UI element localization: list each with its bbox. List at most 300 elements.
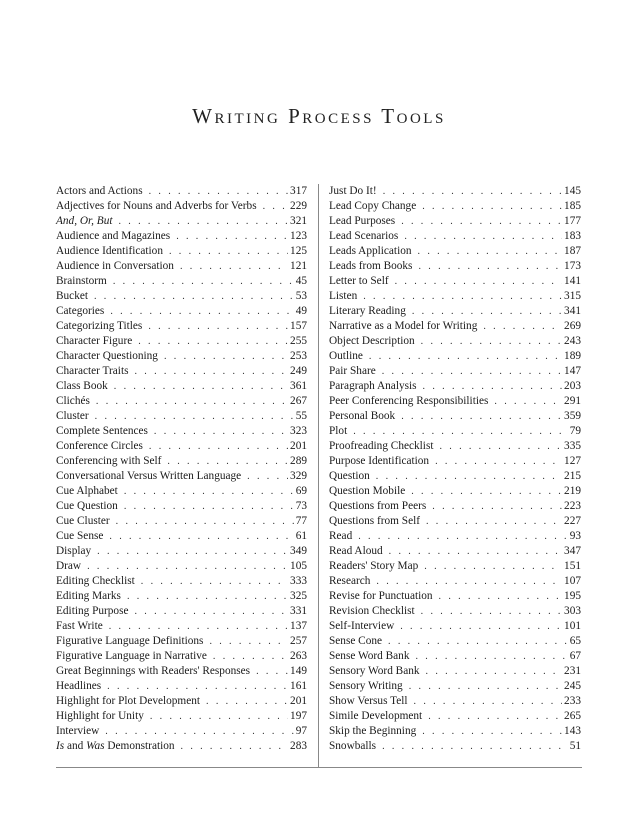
index-entry [329, 619, 581, 634]
index-entry-label: Draw [56, 560, 82, 572]
dot-leader [389, 544, 562, 559]
index-entry-label-part: Demonstration [104, 740, 175, 752]
index-entry-page: 183 [564, 230, 581, 242]
dot-leader [428, 709, 562, 724]
index-entry-label: Sensory Word Bank [329, 665, 420, 677]
index-entry-page: 361 [290, 380, 307, 392]
index-entry-page: 185 [564, 200, 581, 212]
dot-leader [422, 724, 562, 739]
dot-leader [87, 559, 288, 574]
dot-leader [94, 289, 294, 304]
index-entry [56, 424, 307, 439]
index-entry-page: 177 [564, 215, 581, 227]
dot-leader [154, 424, 288, 439]
index-entry [329, 724, 581, 739]
index-entry-page: 335 [564, 440, 581, 452]
index-entry [56, 544, 307, 559]
dot-leader [483, 319, 562, 334]
index-entry-page: 127 [564, 455, 581, 467]
index-entry-page: 215 [564, 470, 581, 482]
dot-leader [432, 499, 562, 514]
dot-leader [383, 184, 562, 199]
index-entry [56, 739, 307, 754]
index-entry-page: 187 [564, 245, 581, 257]
dot-leader [426, 664, 563, 679]
index-entry-label [56, 739, 175, 754]
index-entry-label: Self-Interview [329, 620, 395, 632]
index-entry-label: Outline [329, 350, 363, 362]
index-entry-page: 197 [290, 710, 307, 722]
index-entry-label: Research [329, 575, 371, 587]
index-entry [56, 334, 307, 349]
dot-leader [376, 469, 562, 484]
index-entry-page: 125 [290, 245, 307, 257]
index-entry [329, 214, 581, 229]
index-entry-page: 331 [290, 605, 307, 617]
index-entry [56, 529, 307, 544]
index-entry [56, 469, 307, 484]
index-entry-page: 65 [569, 635, 581, 647]
index-entry-label: Brainstorm [56, 275, 107, 287]
dot-leader [114, 379, 288, 394]
dot-leader [395, 274, 562, 289]
index-entry-page: 97 [295, 725, 307, 737]
index-entry [329, 634, 581, 649]
index-entry-label: Actors and Actions [56, 185, 143, 197]
index-entry [329, 529, 581, 544]
index-entry [56, 184, 307, 199]
index-entry-page: 55 [295, 410, 307, 422]
index-entry-label: Question Mobile [329, 485, 406, 497]
dot-leader [422, 199, 562, 214]
dot-leader [107, 679, 288, 694]
index-entry-page: 243 [564, 335, 581, 347]
index-entry-label: Character Traits [56, 365, 129, 377]
index-entry [329, 274, 581, 289]
index-entry [329, 574, 581, 589]
index-entry-label: Lead Scenarios [329, 230, 399, 242]
index-entry-label: Adjectives for Nouns and Adverbs for Verbs [56, 200, 257, 212]
index-entry-label: Great Beginnings with Readers' Responses [56, 665, 251, 677]
dot-leader [109, 619, 288, 634]
index-entry-page: 51 [569, 740, 581, 752]
index-entry-label: Categories [56, 305, 105, 317]
dot-leader [213, 649, 288, 664]
dot-leader [116, 514, 294, 529]
index-entry-label: Read Aloud [329, 545, 383, 557]
index-entry-label: Display [56, 545, 92, 557]
index-entry-page: 267 [290, 395, 307, 407]
dot-leader [110, 304, 293, 319]
index-entry-page: 173 [564, 260, 581, 272]
index-entry-page: 219 [564, 485, 581, 497]
index-entry-label: Conversational Versus Written Language [56, 470, 242, 482]
index-entry-label: Leads Application [329, 245, 412, 257]
index-entry-label: Revision Checklist [329, 605, 415, 617]
index-entry-label: Cluster [56, 410, 89, 422]
index-entry-label: Sense Cone [329, 635, 383, 647]
index-entry-label: Question [329, 470, 370, 482]
index-entry-page: 227 [564, 515, 581, 527]
index-entry [56, 484, 307, 499]
index-entry-label: Cue Question [56, 500, 118, 512]
index-entry-label: Categorizing Titles [56, 320, 143, 332]
index-entry-label: Editing Marks [56, 590, 121, 602]
dot-leader [411, 484, 562, 499]
index-entry-label: Character Figure [56, 335, 133, 347]
dot-leader [418, 259, 562, 274]
index-entry-page: 255 [290, 335, 307, 347]
index-entry-page: 333 [290, 575, 307, 587]
index-entry-page: 143 [564, 725, 581, 737]
dot-leader [150, 709, 288, 724]
index-entry-label: Sensory Writing [329, 680, 403, 692]
index-entry-page: 245 [564, 680, 581, 692]
index-entry [329, 454, 581, 469]
index-entry-page: 231 [564, 665, 581, 677]
index-entry-label: Sense Word Bank [329, 650, 410, 662]
index-entry [56, 439, 307, 454]
index-entry [329, 244, 581, 259]
index-entry-page: 315 [564, 290, 581, 302]
index-entry [329, 544, 581, 559]
index-entry-page: 257 [290, 635, 307, 647]
index-entry [56, 559, 307, 574]
dot-leader [421, 604, 562, 619]
index-entry-page: 323 [290, 425, 307, 437]
index-entry-label: Conferencing with Self [56, 455, 162, 467]
index-entry [329, 199, 581, 214]
index-entry-page: 317 [290, 185, 307, 197]
index-entry-label: Snowballs [329, 740, 377, 752]
dot-leader [167, 454, 288, 469]
index-entry [329, 499, 581, 514]
dot-leader [263, 199, 288, 214]
dot-leader [181, 739, 289, 754]
index-entry-label: Character Questioning [56, 350, 158, 362]
index-entry [329, 649, 581, 664]
index-entry [329, 304, 581, 319]
dot-leader [180, 259, 288, 274]
index-entry-label: Purpose Identification [329, 455, 430, 467]
index-entry [56, 724, 307, 739]
index-entry [329, 259, 581, 274]
dot-leader [206, 694, 288, 709]
index-entry-page: 147 [564, 365, 581, 377]
index-entry-page: 49 [295, 305, 307, 317]
dot-leader [421, 334, 562, 349]
index-entry-label: Questions from Self [329, 515, 420, 527]
index-entry-label: Cue Sense [56, 530, 104, 542]
index-entry-label: Cue Cluster [56, 515, 110, 527]
index-entry-label: Audience in Conversation [56, 260, 174, 272]
index-entry-label: Questions from Peers [329, 500, 427, 512]
index-entry-label: Paragraph Analysis [329, 380, 417, 392]
index-entry-page: 359 [564, 410, 581, 422]
dot-leader [169, 244, 288, 259]
index-entry-page: 145 [564, 185, 581, 197]
index-entry [56, 634, 307, 649]
index-entry-page: 151 [564, 560, 581, 572]
index-entry-label: Lead Purposes [329, 215, 396, 227]
dot-leader [435, 454, 562, 469]
index-entry-label: Object Description [329, 335, 415, 347]
dot-leader [409, 679, 562, 694]
index-entry [329, 679, 581, 694]
index-entry-page: 161 [290, 680, 307, 692]
index-entry [56, 589, 307, 604]
index-entry [329, 334, 581, 349]
index-entry-page: 93 [569, 530, 581, 542]
index-entry [56, 364, 307, 379]
index-column-right [329, 184, 581, 754]
index-entry [329, 739, 581, 754]
index-entry-label: Highlight for Plot Development [56, 695, 201, 707]
index-entry-page: 303 [564, 605, 581, 617]
dot-leader [439, 589, 563, 604]
index-entry [56, 604, 307, 619]
index-entry-page: 189 [564, 350, 581, 362]
index-entry-page: 53 [295, 290, 307, 302]
index-entry [56, 229, 307, 244]
index-entry [329, 364, 581, 379]
index-entry-label: Lead Copy Change [329, 200, 417, 212]
index-entry-page: 121 [290, 260, 307, 272]
dot-leader [124, 499, 294, 514]
dot-leader [124, 484, 294, 499]
dot-leader [109, 529, 293, 544]
index-entry [56, 619, 307, 634]
index-entry-page: 329 [290, 470, 307, 482]
index-entry-label: Highlight for Unity [56, 710, 144, 722]
page-title: Writing Process Tools [192, 104, 446, 128]
index-entry [56, 259, 307, 274]
index-entry [329, 184, 581, 199]
index-entry [329, 559, 581, 574]
index-entry-page: 289 [290, 455, 307, 467]
dot-leader [404, 229, 562, 244]
index-entry [329, 604, 581, 619]
index-entry [56, 409, 307, 424]
dot-leader [135, 604, 289, 619]
index-entry-label: Readers' Story Map [329, 560, 419, 572]
index-entry-page: 265 [564, 710, 581, 722]
index-entry-label: Letter to Self [329, 275, 389, 287]
index-entry-label: Class Book [56, 380, 108, 392]
index-entry-page: 157 [290, 320, 307, 332]
dot-leader [401, 214, 562, 229]
index-entry-page: 141 [564, 275, 581, 287]
index-entry [329, 514, 581, 529]
index-entry [56, 664, 307, 679]
index-entry [329, 319, 581, 334]
index-entry [56, 349, 307, 364]
dot-leader [149, 184, 288, 199]
index-entry-page: 123 [290, 230, 307, 242]
index-entry-label: Peer Conferencing Responsibilities [329, 395, 489, 407]
index-entry-label: Figurative Language in Narrative [56, 650, 207, 662]
index-entry [56, 244, 307, 259]
index-entry [56, 679, 307, 694]
index-entry-label: Plot [329, 425, 348, 437]
index-entry-label: Pair Share [329, 365, 376, 377]
dot-leader [358, 529, 567, 544]
index-entry [56, 319, 307, 334]
index-entry [329, 484, 581, 499]
index-entry-label-part: Is [56, 740, 65, 752]
dot-leader [164, 349, 288, 364]
index-entry [56, 574, 307, 589]
dot-leader [141, 574, 288, 589]
index-entry [56, 379, 307, 394]
index-entry-label: Audience Identification [56, 245, 163, 257]
dot-leader [96, 394, 288, 409]
index-entry-label: Show Versus Tell [329, 695, 408, 707]
index-entry-label: Bucket [56, 290, 88, 302]
index-entry-label: Clichés [56, 395, 90, 407]
index-entry-page: 253 [290, 350, 307, 362]
index-entry-label: Editing Checklist [56, 575, 135, 587]
index-entry-page: 137 [290, 620, 307, 632]
index-entry-label-part: Was [86, 740, 105, 752]
dot-leader [149, 439, 288, 454]
index-entry-label: Complete Sentences [56, 425, 148, 437]
index-entry [329, 439, 581, 454]
index-entry-page: 201 [290, 440, 307, 452]
index-entry-label: Proofreading Checklist [329, 440, 434, 452]
index-entry [329, 709, 581, 724]
index-entry-label: Editing Purpose [56, 605, 129, 617]
index-entry [329, 409, 581, 424]
index-entry-page: 349 [290, 545, 307, 557]
index-entry-page: 149 [290, 665, 307, 677]
dot-leader [369, 349, 562, 364]
index-entry-label: Conference Circles [56, 440, 143, 452]
index-entry [329, 289, 581, 304]
index-entry-label: Cue Alphabet [56, 485, 118, 497]
index-entry-page: 101 [564, 620, 581, 632]
column-divider [318, 184, 319, 768]
dot-leader [134, 364, 288, 379]
index-entry-page: 61 [295, 530, 307, 542]
dot-leader [256, 664, 288, 679]
index-entry [56, 289, 307, 304]
index-entry-label: Audience and Magazines [56, 230, 171, 242]
index-entry-page: 325 [290, 590, 307, 602]
dot-leader [105, 724, 293, 739]
dot-leader [415, 649, 567, 664]
index-entry-page: 203 [564, 380, 581, 392]
dot-leader [113, 274, 294, 289]
index-entry-label: Read [329, 530, 353, 542]
index-entry-label: Fast Write [56, 620, 103, 632]
index-entry-page: 291 [564, 395, 581, 407]
index-entry [329, 469, 581, 484]
dot-leader [376, 574, 562, 589]
index-entry-page: 73 [295, 500, 307, 512]
index-entry-label-text: And, Or, But [56, 215, 113, 227]
index-entry [329, 664, 581, 679]
index-entry-label: Leads from Books [329, 260, 413, 272]
dot-leader [247, 469, 288, 484]
index-entry [329, 379, 581, 394]
index-entry-label: Skip the Beginning [329, 725, 417, 737]
index-entry-page: 105 [290, 560, 307, 572]
index-entry-label: Interview [56, 725, 100, 737]
index-entry-page: 201 [290, 695, 307, 707]
index-entry-page: 223 [564, 500, 581, 512]
index-entry-label: Just Do It! [329, 185, 377, 197]
dot-leader [401, 409, 562, 424]
bottom-rule [56, 767, 582, 768]
dot-leader [424, 559, 562, 574]
dot-leader [494, 394, 562, 409]
index-entry [56, 274, 307, 289]
index-entry [56, 454, 307, 469]
dot-leader [423, 379, 563, 394]
index-entry [56, 709, 307, 724]
index-entry-page: 263 [290, 650, 307, 662]
dot-leader [418, 244, 563, 259]
dot-leader [97, 544, 288, 559]
dot-leader [382, 364, 562, 379]
index-entry [56, 394, 307, 409]
index-entry-page: 69 [295, 485, 307, 497]
index-entry [56, 499, 307, 514]
index-entry-label: Revise for Punctuation [329, 590, 433, 602]
index-entry [56, 304, 307, 319]
dot-leader [95, 409, 294, 424]
dot-leader [353, 424, 567, 439]
index-entry-label: Figurative Language Definitions [56, 635, 204, 647]
index-entry [329, 694, 581, 709]
index-entry-label [56, 214, 112, 229]
index-entry-page: 195 [564, 590, 581, 602]
dot-leader [400, 619, 562, 634]
index-entry-page: 45 [295, 275, 307, 287]
index-entry [329, 589, 581, 604]
index-entry-page: 283 [290, 740, 307, 752]
index-entry-label: Headlines [56, 680, 102, 692]
dot-leader [127, 589, 288, 604]
index-entry-page: 347 [564, 545, 581, 557]
index-entry-page: 67 [569, 650, 581, 662]
index-columns [56, 184, 582, 768]
index-entry [56, 649, 307, 664]
index-entry-page: 341 [564, 305, 581, 317]
dot-leader [388, 634, 568, 649]
index-entry [329, 349, 581, 364]
index-entry [56, 199, 307, 214]
index-entry-page: 269 [564, 320, 581, 332]
dot-leader [176, 229, 288, 244]
index-entry-page: 233 [564, 695, 581, 707]
dot-leader [138, 334, 288, 349]
index-entry-page: 77 [295, 515, 307, 527]
index-entry [329, 424, 581, 439]
index-entry-page: 321 [290, 215, 307, 227]
index-entry-label: Simile Development [329, 710, 423, 722]
index-entry-page: 107 [564, 575, 581, 587]
index-entry-label-part: and [64, 740, 87, 752]
dot-leader [118, 214, 288, 229]
index-entry-page: 249 [290, 365, 307, 377]
index-entry-label: Narrative as a Model for Writing [329, 320, 478, 332]
dot-leader [382, 739, 568, 754]
dot-leader [414, 694, 563, 709]
index-entry [56, 694, 307, 709]
dot-leader [426, 514, 562, 529]
